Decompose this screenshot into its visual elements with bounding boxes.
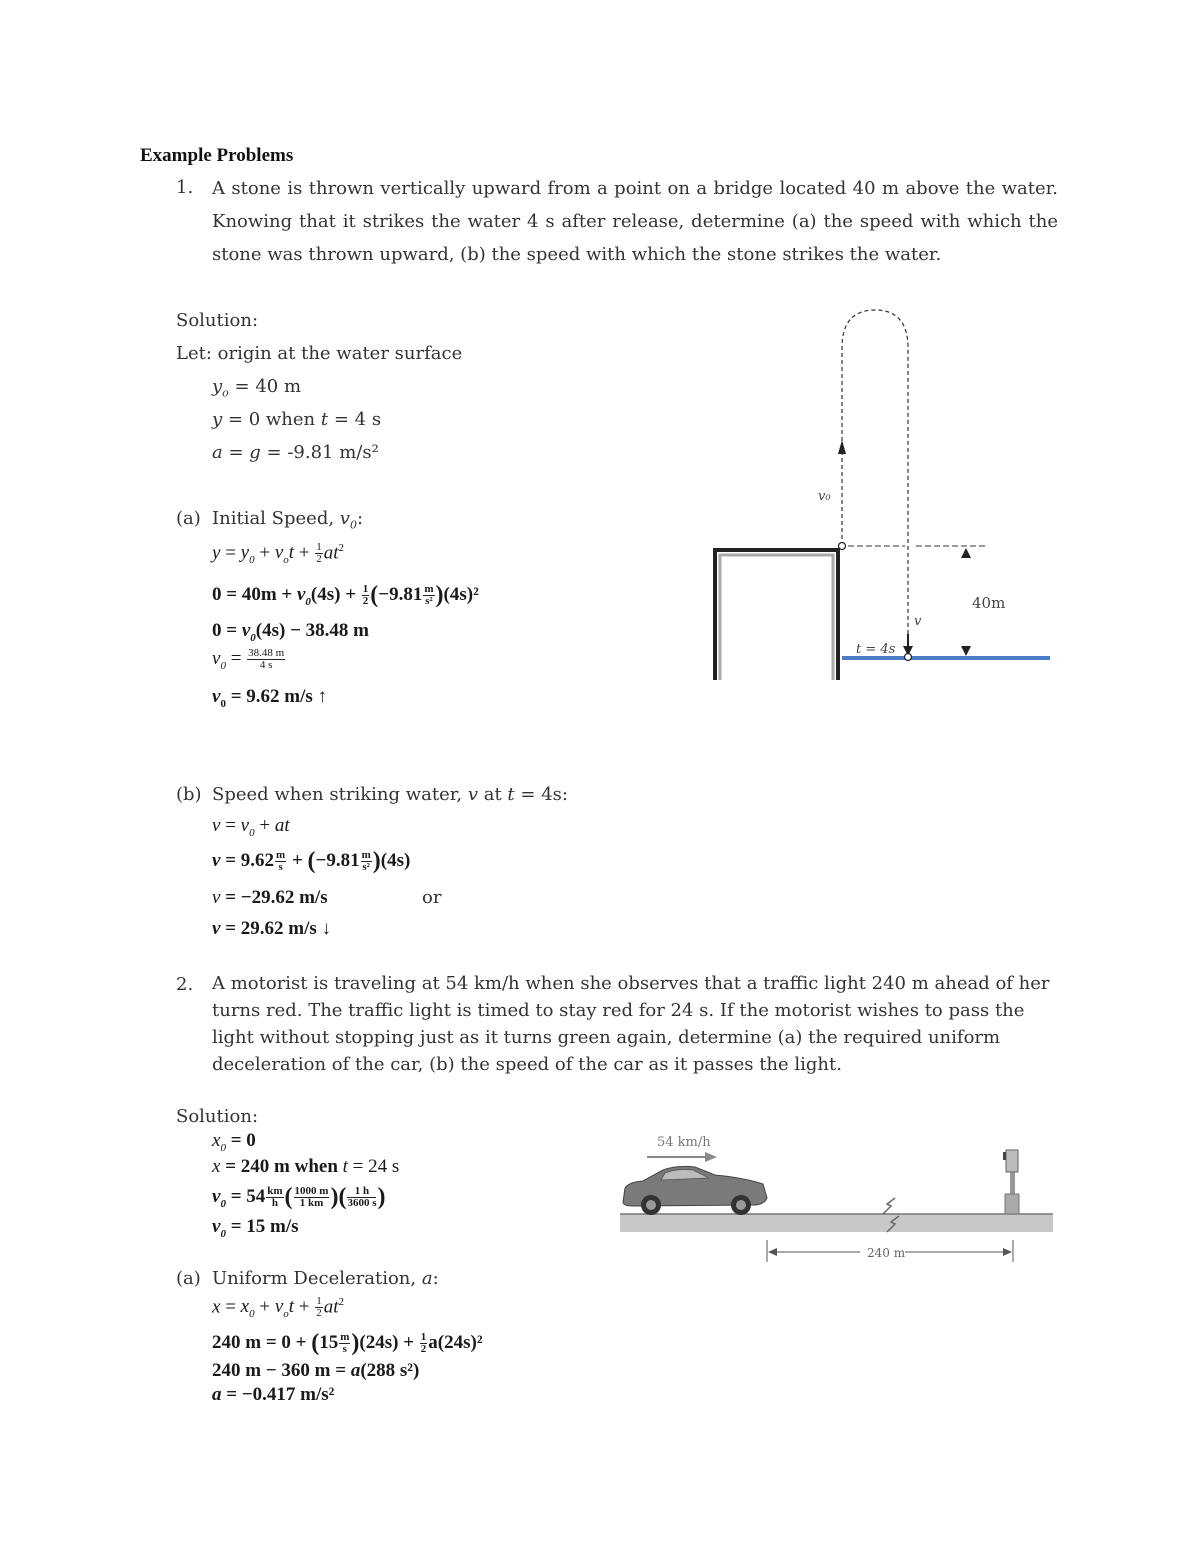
eq-1b-or: or	[422, 887, 442, 908]
problem-1-number: 1.	[176, 177, 194, 198]
eq-1a-3: $0 = v_0(4s) - 38.48$ m	[212, 620, 369, 644]
eq-1a-4: $v_0$ = $\frac{38.48 m}{4 s}$	[212, 647, 285, 672]
upward-arrowhead	[838, 440, 846, 454]
v0-label: v₀	[818, 489, 831, 504]
height-arrow-top	[961, 548, 971, 558]
eq-1b-2: v = 9.62 $\frac{m}{s}$ + (−9.81 $\frac{m}{\text{s²}}$ )(4s)	[212, 848, 411, 874]
eq-2-v0-result: = 15 m/s	[230, 1216, 299, 1237]
eq-2-v0: $v_0 = 15$ m/s	[212, 1216, 299, 1240]
bridge-outline	[715, 550, 838, 680]
part-1b-heading-t: = 4s:	[520, 784, 568, 805]
release-point	[839, 543, 846, 550]
eq-2a-2-val: 15	[319, 1331, 339, 1353]
given-y0-value: = 40 m	[234, 376, 302, 397]
part-2a-label: (a)	[176, 1268, 201, 1289]
road	[620, 1214, 1053, 1232]
bridge-shadow	[720, 555, 833, 680]
page-title: Example Problems	[140, 145, 294, 166]
solution-2-label: Solution:	[176, 1106, 259, 1127]
eq-2-t-value: = 24 s	[352, 1156, 400, 1177]
part-1b-heading-tail: at	[483, 784, 502, 805]
part-1a-label: (a)	[176, 508, 201, 529]
eq-1a-4-den: 4 s	[259, 659, 273, 672]
distance-label: 240 m	[867, 1246, 906, 1260]
eq-2a-2-lead: 240 m = 0 +	[212, 1331, 307, 1353]
given-t-value: = 4 s	[333, 409, 382, 430]
given-y-value: = 0 when	[227, 409, 316, 430]
dim-arrow-left	[768, 1248, 777, 1256]
eq-1b-2-end: (4s)	[380, 849, 411, 871]
eq-1a-4-num: 38.48 m	[248, 647, 285, 660]
time-label: t = 4s	[856, 642, 896, 657]
answer-2a-text: = −0.417 m/s²	[226, 1384, 335, 1405]
traffic-light	[1003, 1150, 1019, 1214]
eq-2a-3: 240 m − 360 m = a(288 s²)	[212, 1360, 420, 1381]
answer-1a-text: = 9.62 m/s ↑	[230, 686, 328, 707]
eq-1a-1: $y = y_0 + v_ot$ + $\frac{1}{2}$ $at^2$	[212, 541, 345, 567]
eq-2-x0: $x_0 = 0$	[212, 1130, 256, 1154]
height-label: 40m	[972, 594, 1006, 612]
eq-1b-2-val: −9.81	[315, 849, 360, 871]
eq-1b-2-lead: = 9.62	[225, 849, 275, 871]
part-1b-heading: Speed when striking water, v at t = 4s:	[212, 784, 568, 805]
solution-1-label: Solution:	[176, 310, 259, 331]
car	[623, 1166, 767, 1215]
v-label: v	[914, 614, 922, 629]
part-1a-heading-text: Initial Speed,	[212, 508, 335, 529]
answer-1b: v = 29.62 m/s ↓	[212, 918, 332, 939]
speed-arrowhead	[705, 1152, 717, 1162]
height-arrow-bottom	[961, 646, 971, 656]
answer-1a: $v_0 = 9.62$ m/s ↑	[212, 686, 328, 710]
eq-1b-3: v = −29.62 m/s	[212, 887, 328, 908]
given-y0: $y_o = 40$ m	[212, 376, 302, 400]
car-figure	[615, 1128, 1060, 1268]
break-mark-top	[883, 1198, 895, 1214]
speed-label: 54 km/h	[657, 1135, 711, 1150]
part-1b-heading-text: Speed when striking water,	[212, 784, 463, 805]
stone-trajectory	[842, 310, 908, 656]
eq-1a-3-text: (4s) − 38.48 m	[255, 620, 369, 641]
eq-1a-2-lead: 0 = 40m +	[212, 583, 293, 605]
eq-1b-3-text: = −29.62 m/s	[225, 887, 328, 908]
eq-2-v0-lead: = 54	[230, 1185, 266, 1207]
problem-2-number: 2.	[176, 974, 194, 995]
answer-1b-text: = 29.62 m/s ↓	[225, 918, 332, 939]
eq-2a-3-text: 240 m − 360 m =	[212, 1360, 347, 1381]
eq-1a-2-val: −9.81	[378, 583, 423, 605]
eq-2a-2-tail: a(24s)²	[428, 1331, 483, 1353]
answer-2a: a = −0.417 m/s²	[212, 1384, 335, 1405]
problem-2-text: A motorist is traveling at 54 km/h when she observes that a traffic light 240 m ahead of her turns red. The traffic light is timed to stay red for 24 s. If the motorist wishes to pass the light without stopping just as it turns green again, determine (a) the required uniform deceleration of the car, (b) the speed of the car as it passes the light.	[212, 973, 1050, 1075]
problem-1-text: A stone is thrown vertically upward from a point on a bridge located 40 m above the water. Knowing that it strikes the water 4 s after release, determine (a) the speed with which the stone was thrown upward, (b) the speed with which the stone strikes the water.	[212, 178, 1058, 265]
eq-1a-2-mid: (4s) +	[310, 583, 357, 605]
given-y: y = 0 when t = 4 s	[212, 409, 382, 430]
eq-2-x: x = 240 m when t = 24 s	[212, 1156, 400, 1177]
eq-2-x0-value: = 0	[230, 1130, 256, 1151]
eq-1b-1: $v = v_0$ + at	[212, 815, 290, 839]
part-2a-heading: Uniform Deceleration, a:	[212, 1268, 439, 1289]
eq-2a-2-end: (24s) +	[359, 1331, 415, 1353]
eq-1a-1-lhs: y	[212, 542, 221, 564]
eq-1a-2-end: (4s)²	[443, 583, 479, 605]
part-1a-heading: Initial Speed, $v_0$:	[212, 508, 364, 532]
solution-1-let: Let: origin at the water surface	[176, 343, 463, 364]
part-2a-heading-text: Uniform Deceleration,	[212, 1268, 417, 1289]
eq-2-v0-convert: $v_0 = 54$ $\frac{km}{h}$ ( $\frac{1000 m}{1 km}$ )( $\frac{1 h}{3600 s}$ )	[212, 1184, 386, 1210]
given-a: a = g = -9.81 m/s²	[212, 442, 379, 463]
given-a-value: = -9.81 m/s²	[266, 442, 379, 463]
eq-2-x-value: = 240 m when	[225, 1156, 338, 1177]
eq-1a-2: $0 = 40m + v_0(4s)$ + $\frac{1}{2}$ (−9.81 $\frac{m}{\text{s²}}$ )(4s)²	[212, 582, 479, 608]
dim-arrow-right	[1003, 1248, 1012, 1256]
eq-2a-2: 240 m = 0 + (15 $\frac{m}{s}$ )(24s) + $\frac{1}{2}$ a(24s)²	[212, 1330, 483, 1356]
eq-2a-3-tail: (288 s²)	[360, 1360, 420, 1381]
bridge-figure	[700, 300, 1060, 690]
part-1b-label: (b)	[176, 784, 202, 805]
eq-2a-1: $x = x_0 + v_ot$ + $\frac{1}{2}$ $at^2$	[212, 1295, 345, 1321]
impact-point	[905, 654, 912, 661]
